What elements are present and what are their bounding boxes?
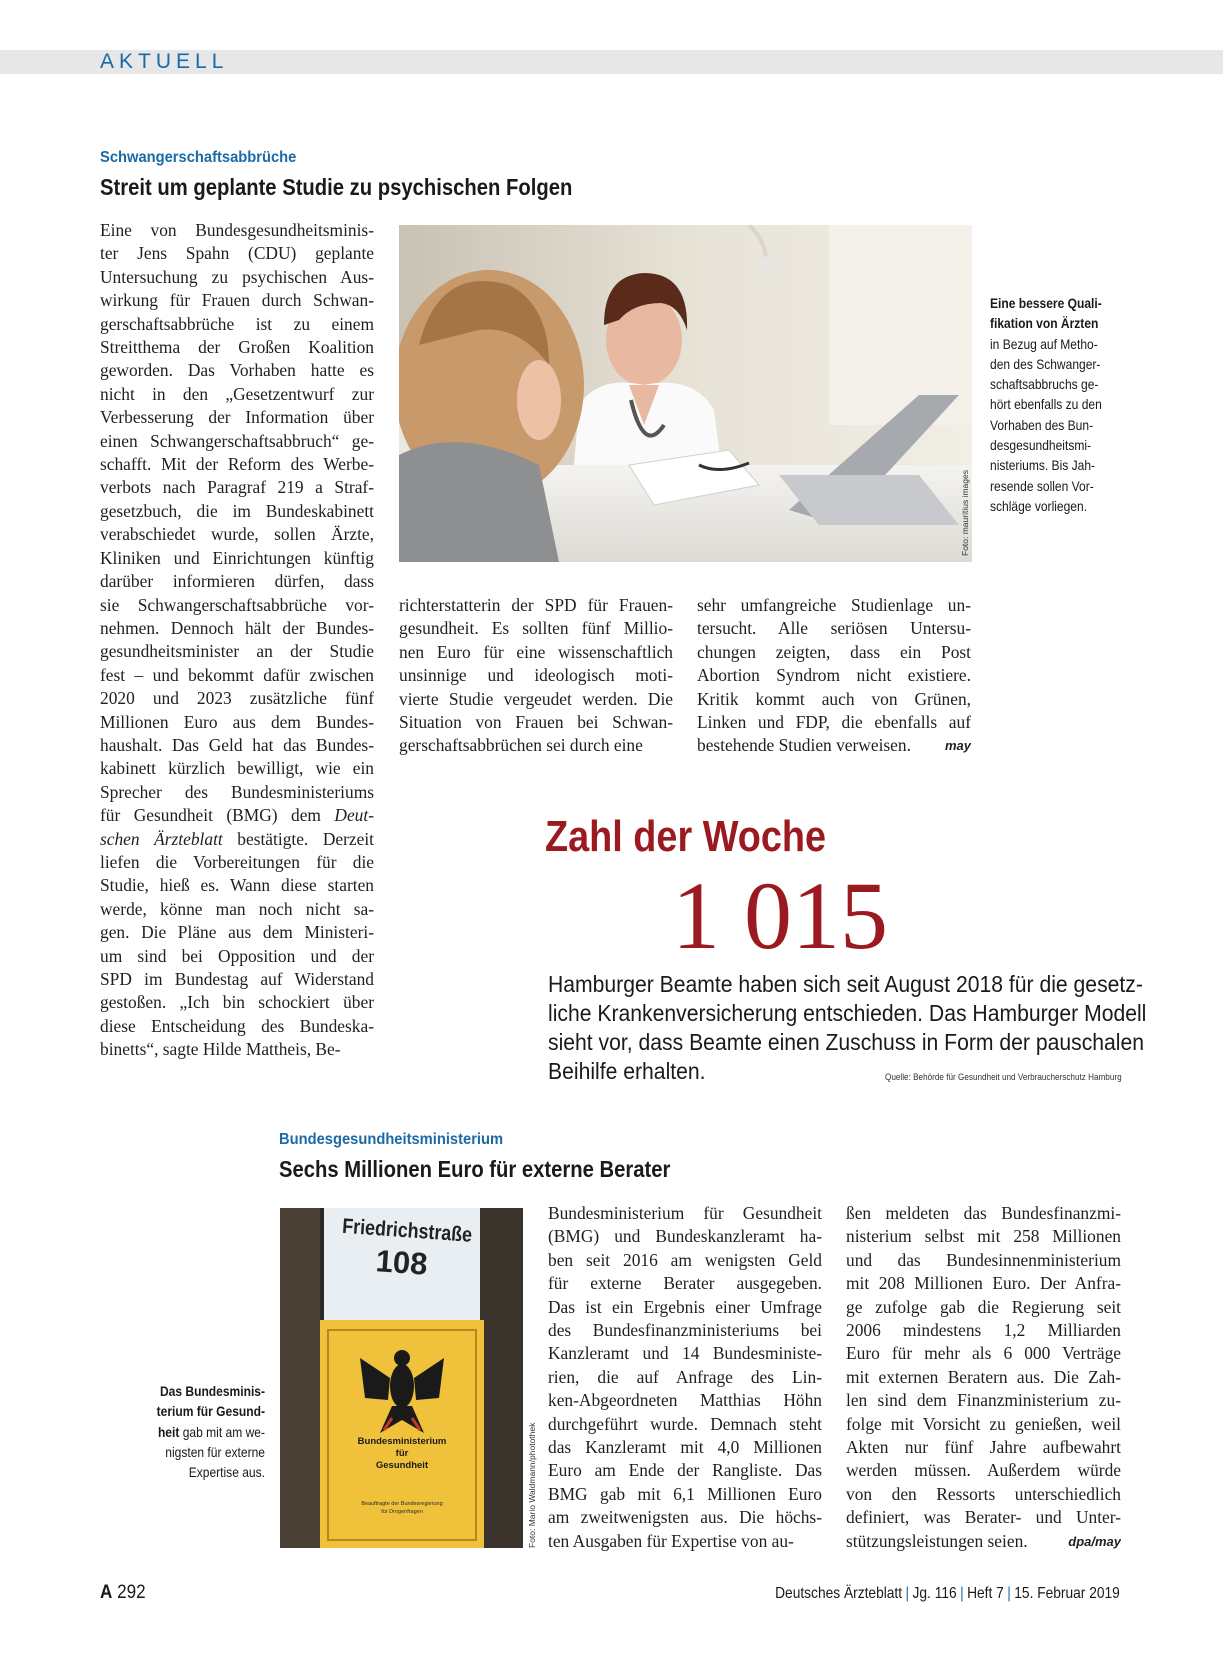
section-tag: AKTUELL — [100, 50, 229, 73]
text-line: gesetzbuch, die im Bundeskabinett — [100, 500, 374, 521]
separator: | — [905, 1585, 910, 1602]
sign-small-text — [328, 1500, 476, 1516]
caption-bold-line: fikation von Ärzten — [990, 315, 1099, 332]
text-line: kabinett kürzlich bewilligt, wie ein — [100, 758, 374, 779]
text-line: 2020 und 2023 zusätzliche fünf — [100, 688, 374, 709]
page-letter: A — [100, 1582, 113, 1603]
caption-line: hört ebenfalls zu den — [990, 396, 1102, 413]
text-line-content: stützungsleistungen seien. — [846, 1530, 1028, 1551]
text-line: gerschaftsabbrüche ist zu einem — [100, 313, 374, 334]
text-line: Situation von Frauen bei Schwan- — [399, 712, 673, 733]
text-line: Millionen Euro aus dem Bundes- — [100, 711, 374, 732]
text-line: Kliniken und Einrichtungen künftig — [100, 547, 374, 568]
text-line: schafft. Mit der Reform des Werbe- — [100, 454, 374, 475]
text-line: wirkung für Frauen durch Schwan- — [100, 290, 374, 311]
text-line: len sind dem Finanzministerium zu- — [846, 1390, 1121, 1411]
text-line: gen. Die Pläne aus dem Ministeri- — [100, 922, 374, 943]
text-line: Abortion Syndrom nicht existiere. — [697, 665, 971, 686]
zahl-der-woche-line: Hamburger Beamte haben sich seit August 2018 für die gesetz- — [548, 971, 1143, 997]
article1-photo — [399, 225, 972, 562]
page-number-value: 292 — [117, 1582, 146, 1603]
text-line: ken-Abgeordneten Matthias Höhn — [548, 1390, 822, 1411]
zahl-der-woche-line: Beihilfe erhalten. — [548, 1058, 706, 1084]
text-line: Akten nur fünf Jahre aufbewahrt — [846, 1437, 1121, 1458]
article1-photo-caption — [990, 293, 1110, 516]
text-line: unsinnige und ideologisch moti- — [399, 665, 673, 686]
text-line: geworden. Das Vorhaben hatte es — [100, 360, 374, 381]
text-line: Streitthema der Großen Koalition — [100, 337, 374, 358]
text-line: gestoßen. „Ich bin schockiert über — [100, 992, 374, 1013]
sign-small-line: Beauftragte der Bundesregierung — [361, 1501, 443, 1507]
text-line: nicht in den „Gesetzentwurf zur — [100, 383, 374, 404]
text-line: ge zufolge gab die Regierung seit — [846, 1296, 1121, 1317]
article2-photo-caption — [123, 1381, 265, 1482]
text-line: ßen meldeten das Bundesfinanzmi- — [846, 1203, 1121, 1223]
text-line: Verbesserung der Information über — [100, 407, 374, 428]
zahl-der-woche-line: sieht vor, dass Beamte einen Zuschuss in Form der pauschalen — [548, 1029, 1145, 1055]
text-line: mit externen Beratern aus. Die Zah- — [846, 1366, 1121, 1387]
text-line: haushalt. Das Geld hat das Bundes- — [100, 734, 374, 755]
article2-photo — [280, 1208, 523, 1548]
text-line: binetts“, sagte Hilde Mattheis, Be- — [100, 1039, 341, 1060]
text-line: und das Bundesinnenministerium — [846, 1249, 1121, 1270]
street-sign — [328, 1213, 477, 1287]
text-line: SPD im Bundestag auf Widerstand — [100, 969, 374, 989]
text-line: Studie, hieß es. Wann diese starten — [100, 875, 374, 896]
caption-line: Expertise aus. — [188, 1464, 265, 1481]
zahl-der-woche-text — [548, 970, 1147, 1086]
separator: | — [960, 1585, 964, 1602]
article1-headline: Streit um geplante Studie zu psychischen Folgen — [100, 174, 573, 200]
page-number — [100, 1582, 146, 1604]
text-line: Bundesministerium für Gesundheit — [548, 1203, 822, 1223]
text-line: sie Schwangerschaftsabbrüche vor- — [100, 594, 374, 615]
caption-line: desgesundheitsmi- — [990, 437, 1092, 454]
text-line: BMG gab mit 6,1 Millionen Euro — [548, 1483, 822, 1504]
text-line: gesundheit. Es sollten fünf Millio- — [399, 618, 673, 639]
text-line: richterstatterin der SPD für Frauen- — [399, 595, 673, 615]
text-line: um sind bei Opposition und der — [100, 945, 374, 966]
zahl-der-woche-source: Quelle: Behörde für Gesundheit und Verbraucherschutz Hamburg — [885, 1072, 1122, 1083]
text-line — [697, 734, 971, 757]
text-line: gesundheitsminister an der Studie — [100, 641, 374, 662]
zahl-der-woche-title: Zahl der Woche — [545, 812, 827, 861]
text-line: des Bundesfinanzministeriums bei — [548, 1320, 822, 1341]
text-line: ben seit 2016 am wenigsten Geld — [548, 1249, 822, 1270]
article2-kicker: Bundesgesundheitsministerium — [279, 1131, 504, 1148]
doctor-consultation-image — [399, 225, 972, 562]
caption-line: nisteriums. Bis Jah- — [990, 457, 1096, 474]
text-line: werden müssen. Außerdem würde — [846, 1460, 1121, 1481]
text-line: Untersuchung zu psychischen Aus- — [100, 266, 374, 287]
text-line: schen Ärzteblatt bestätigte. Derzeit — [100, 828, 374, 849]
caption-line-text: gab mit am we- — [182, 1423, 265, 1440]
caption-bold-line: terium für Gesund- — [156, 1403, 265, 1420]
text-line: das Kanzleramt mit 4,0 Millionen — [548, 1437, 822, 1458]
article2-column-2 — [846, 1202, 1121, 1553]
text-line: 2006 mindestens 1,2 Milliarden — [846, 1320, 1121, 1341]
text-line: diese Entscheidung des Bundeska- — [100, 1015, 374, 1036]
text-line: nehmen. Dennoch hält der Bundes- — [100, 617, 374, 638]
text-line: für externe Berater ausgegeben. — [548, 1273, 822, 1294]
text-line — [846, 1530, 1121, 1553]
text-line: Linken und FDP, die ebenfalls auf — [697, 712, 971, 733]
caption-line: Vorhaben des Bun- — [990, 416, 1094, 433]
zahl-der-woche-line: liche Krankenversicherung entschieden. Das Hamburger Modell — [548, 1000, 1147, 1026]
sign-small-line: für Drogenfragen — [381, 1509, 423, 1515]
article1-column-3 — [697, 594, 971, 758]
text-line: darüber informieren dürfen, dass — [100, 571, 374, 592]
journal-issue: Heft 7 — [967, 1585, 1004, 1602]
text-line: von den Ressorts unterschiedlich — [846, 1483, 1121, 1504]
article1-kicker: Schwangerschaftsabbrüche — [100, 149, 297, 166]
text-line-content: bestehende Studien verweisen. — [697, 735, 911, 756]
text-line: Kritik kommt auch von Grünen, — [697, 688, 971, 709]
street-name: Friedrichstraße — [341, 1214, 473, 1247]
author-signature: dpa/may — [1068, 1533, 1121, 1549]
article1-column-2 — [399, 594, 673, 758]
text-line: nisterium selbst mit 258 Millionen — [846, 1226, 1121, 1247]
text-line: rien, die auf Anfrage des Lin- — [548, 1366, 822, 1387]
article2-headline: Sechs Millionen Euro für externe Berater — [279, 1156, 671, 1182]
sign-label-line: Bundesministerium — [357, 1436, 447, 1447]
caption-line — [123, 1422, 265, 1442]
article1-photo-credit: Foto: mauritius images — [960, 470, 970, 556]
author-signature: may — [944, 738, 971, 754]
caption-line: nigsten für externe — [165, 1443, 265, 1460]
text-line: für Gesundheit (BMG) dem Deut- — [100, 805, 374, 826]
text-line: sehr umfangreiche Studienlage un- — [697, 595, 971, 615]
text-line: definiert, was Berater- und Unter- — [846, 1507, 1121, 1528]
sign-label-line: Gesundheit — [375, 1460, 429, 1471]
text-line: Euro am Ende der Rangliste. Das — [548, 1460, 822, 1481]
street-number: 108 — [374, 1243, 429, 1282]
article2-photo-credit: Foto: Mario Waldmann/photothek — [527, 1422, 537, 1548]
text-line: Sprecher des Bundesministeriums — [100, 781, 374, 802]
text-line: (BMG) und Bundeskanzleramt ha- — [548, 1226, 822, 1247]
text-line: gerschaftsabbrüchen sei durch eine — [399, 735, 643, 756]
journal-info — [775, 1585, 1120, 1603]
text-line: am zweitwenigsten aus. Die höchs- — [548, 1507, 822, 1528]
text-line: chungen zeigten, dass ein Post — [697, 641, 971, 662]
text-line: Euro für mehr als 6 000 Verträge — [846, 1343, 1121, 1364]
caption-bold-line: Das Bundesminis- — [159, 1383, 265, 1399]
text-line: einen Schwangerschaftsabbruch“ ge- — [100, 430, 374, 451]
caption-line: in Bezug auf Metho- — [990, 335, 1098, 352]
caption-bold-word: heit — [157, 1423, 180, 1440]
text-line: durchgeführt wurde. Demnach steht — [548, 1413, 822, 1434]
text-line: fest – und bekommt dafür zwischen — [100, 664, 374, 685]
text-line: nen Euro für eine wissenschaftlich — [399, 641, 673, 662]
text-line: folge mit Vorsicht zu genießen, weil — [846, 1413, 1121, 1434]
sign-label — [328, 1436, 476, 1472]
text-line: liefen die Vorbereitungen für die — [100, 851, 374, 872]
zahl-der-woche-number: 1 015 — [672, 862, 888, 969]
text-line: ter Jens Spahn (CDU) geplante — [100, 243, 374, 264]
journal-date: 15. Februar 2019 — [1014, 1585, 1120, 1602]
text-line: ten Ausgaben für Expertise von au- — [548, 1530, 794, 1551]
sign-label-line: für — [395, 1448, 409, 1459]
text-line: mit 208 Millionen Euro. Der Anfra- — [846, 1273, 1121, 1294]
journal-volume: Jg. 116 — [912, 1585, 957, 1602]
article1-column-1 — [100, 219, 374, 1062]
caption-line: den des Schwanger- — [990, 355, 1101, 372]
text-line: werde, könne man noch nicht sa- — [100, 898, 374, 919]
text-line: vierte Studie vergeudet werden. Die — [399, 688, 673, 709]
caption-bold-line: Eine bessere Quali- — [990, 295, 1102, 311]
text-line: Eine von Bundesgesundheitsminis- — [100, 220, 374, 240]
text-line: tersucht. Alle seriösen Untersu- — [697, 618, 971, 639]
journal-name: Deutsches Ärzteblatt — [775, 1585, 903, 1602]
separator: | — [1007, 1585, 1011, 1602]
text-line: Das ist ein Ergebnis einer Umfrage — [548, 1296, 822, 1317]
text-line: Kanzleramt und 14 Bundesministe- — [548, 1343, 822, 1364]
text-line: verabschiedet wurde, sollen Ärzte, — [100, 524, 374, 545]
caption-line: resende sollen Vor- — [990, 477, 1094, 494]
article2-column-1 — [548, 1202, 822, 1553]
caption-line: schläge vorliegen. — [990, 497, 1088, 514]
text-line: verbots nach Paragraf 219 a Straf- — [100, 477, 374, 498]
caption-line: schaftsabbruchs ge- — [990, 376, 1099, 393]
